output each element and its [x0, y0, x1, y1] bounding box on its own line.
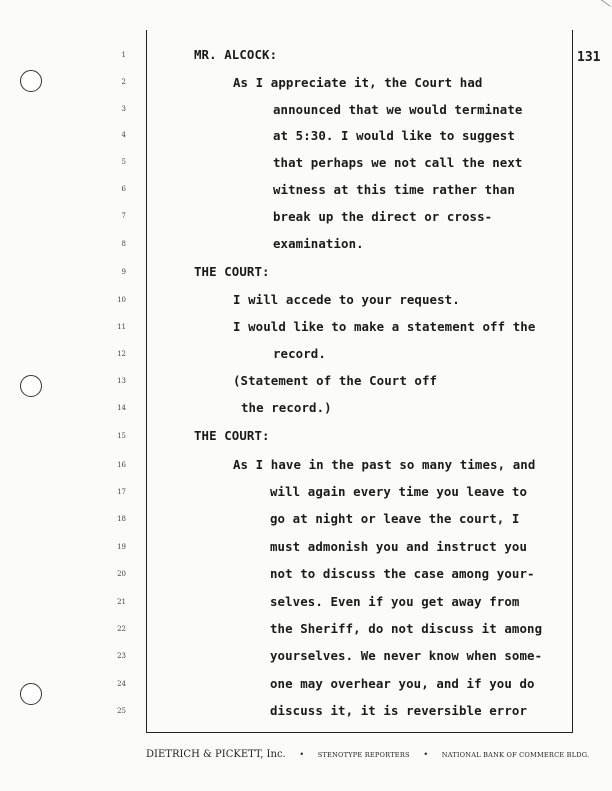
transcript-line: As I appreciate it, the Court had	[233, 75, 483, 90]
line-number: 6	[121, 185, 126, 193]
speaker-heading: MR. ALCOCK:	[194, 47, 278, 62]
transcript-line: go at night or leave the court, I	[270, 511, 520, 526]
page-frame-left-border	[146, 30, 147, 732]
line-number: 11	[117, 323, 126, 331]
transcript-line: will again every time you leave to	[270, 484, 528, 499]
line-number: 23	[117, 652, 126, 660]
line-number: 13	[117, 377, 126, 385]
transcript-line: I would like to make a statement off the	[233, 319, 536, 334]
transcript-line: (Statement of the Court off	[233, 373, 438, 388]
transcript-line: I will accede to your request.	[233, 292, 460, 307]
footer-address: NATIONAL BANK OF COMMERCE BLDG.	[441, 751, 590, 759]
line-number: 20	[117, 570, 126, 578]
binder-hole-bottom	[20, 683, 42, 705]
line-number: 10	[117, 296, 126, 304]
line-number: 5	[121, 158, 126, 166]
transcript-line: break up the direct or cross-	[273, 209, 493, 224]
line-number: 9	[121, 268, 126, 276]
transcript-line: that perhaps we not call the next	[273, 155, 523, 170]
line-number: 7	[121, 212, 126, 220]
line-number: 8	[121, 240, 126, 248]
transcript-line: at 5:30. I would like to suggest	[273, 128, 515, 143]
line-number: 15	[117, 432, 126, 440]
line-number: 12	[117, 350, 126, 358]
transcript-line: selves. Even if you get away from	[270, 594, 520, 609]
transcript-line: one may overhear you, and if you do	[270, 676, 535, 691]
line-number: 17	[117, 488, 126, 496]
line-number: 2	[121, 78, 126, 86]
line-number: 3	[121, 105, 126, 113]
binder-hole-middle	[20, 375, 42, 397]
line-number: 16	[117, 461, 126, 469]
transcript-line: the Sheriff, do not discuss it among	[270, 621, 543, 636]
corner-mark	[599, 0, 611, 7]
line-number: 1	[121, 51, 126, 59]
line-number: 19	[117, 543, 126, 551]
speaker-heading: THE COURT:	[194, 428, 270, 443]
page-frame-bottom-border	[146, 732, 573, 733]
line-number: 18	[117, 515, 126, 523]
transcript-line: not to discuss the case among your-	[270, 566, 535, 581]
transcript-line: witness at this time rather than	[273, 182, 515, 197]
footer-firm-name: DIETRICH & PICKETT, Inc.	[146, 749, 286, 760]
transcript-line: discuss it, it is reversible error	[270, 703, 528, 718]
line-number: 22	[117, 625, 126, 633]
line-number: 14	[117, 404, 126, 412]
line-number: 24	[117, 680, 126, 688]
speaker-heading: THE COURT:	[194, 264, 270, 279]
line-number: 4	[121, 131, 126, 139]
reporter-footer	[146, 742, 590, 761]
footer-separator: •	[423, 750, 429, 759]
transcript-line: As I have in the past so many times, and	[233, 457, 536, 472]
footer-separator: •	[299, 750, 305, 759]
binder-hole-top	[20, 70, 42, 92]
footer-service: STENOTYPE REPORTERS	[317, 751, 410, 759]
page-number: 131	[577, 50, 601, 65]
line-number: 25	[117, 707, 126, 715]
page-frame-right-border	[572, 30, 573, 732]
transcript-line: yourselves. We never know when some-	[270, 648, 543, 663]
transcript-line: the record.)	[241, 400, 332, 415]
transcript-line: must admonish you and instruct you	[270, 539, 528, 554]
line-number: 21	[117, 598, 126, 606]
transcript-line: record.	[273, 346, 326, 361]
transcript-line: examination.	[273, 236, 364, 251]
transcript-line: announced that we would terminate	[273, 102, 523, 117]
